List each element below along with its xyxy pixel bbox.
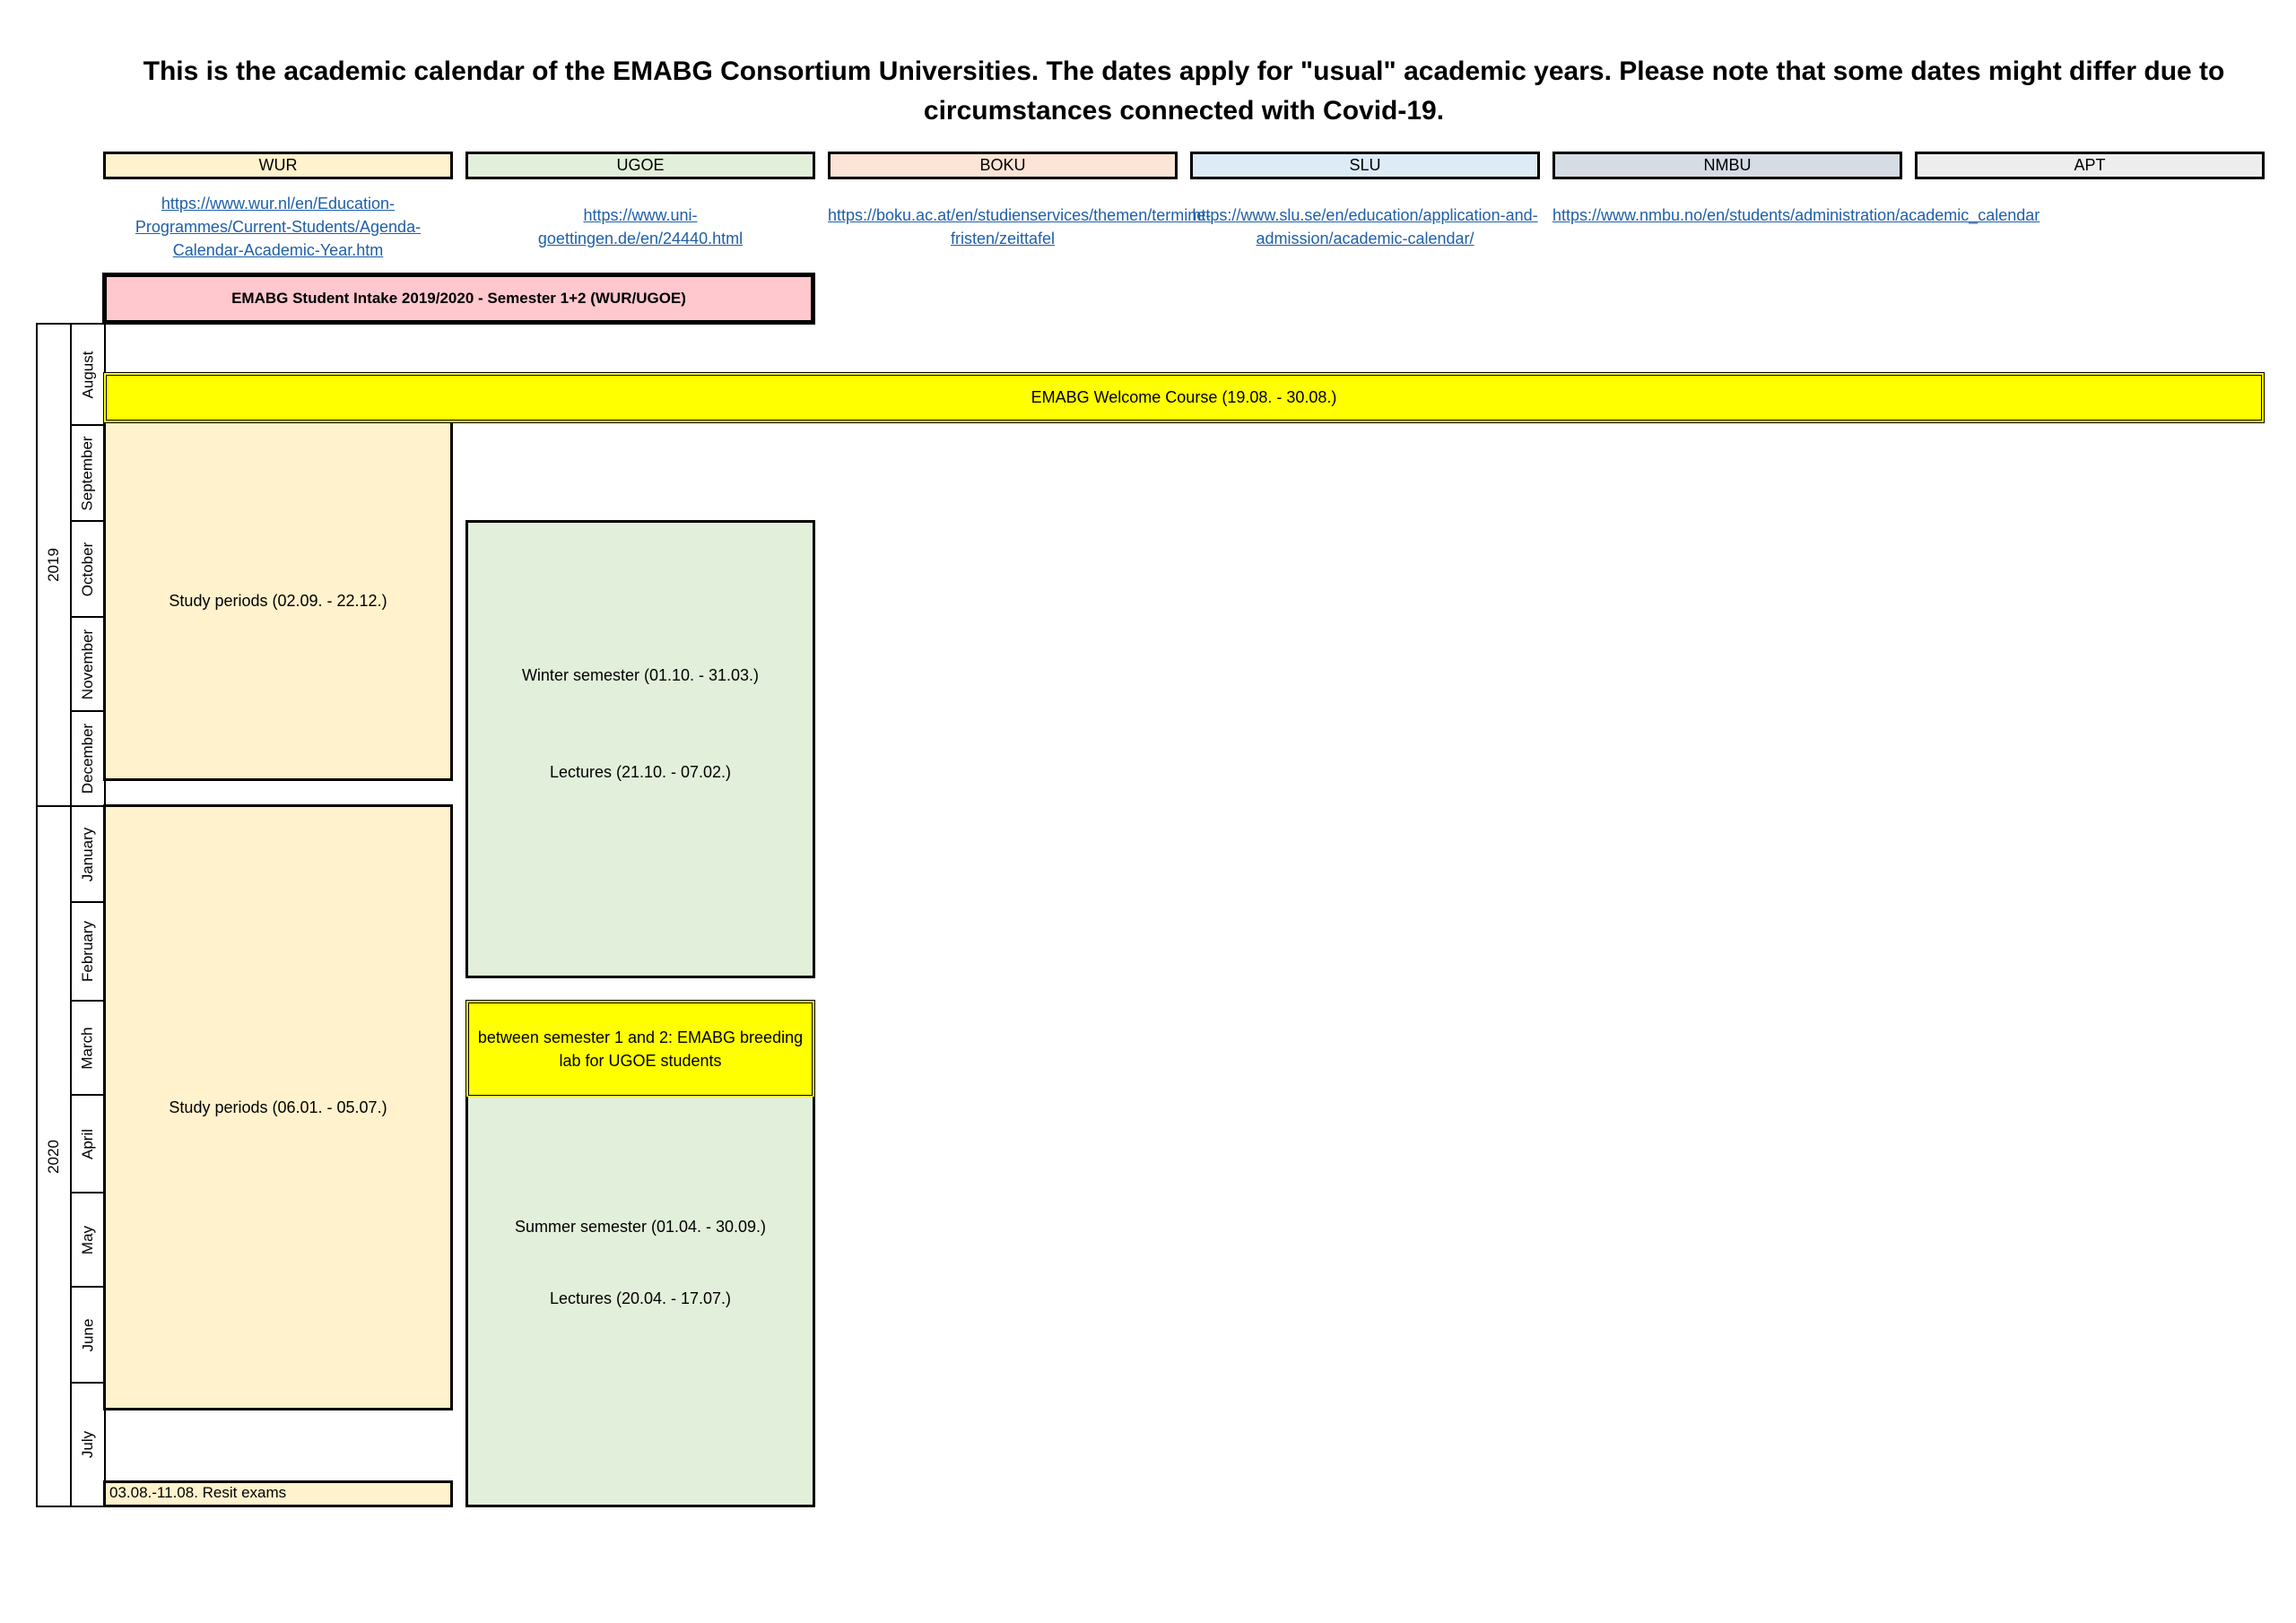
ugoe-winter-semester — [465, 520, 815, 978]
month-january — [70, 805, 106, 903]
header-ugoe: UGOE — [465, 152, 815, 179]
wur-study-period-1: Study periods (02.09. - 22.12.) — [103, 423, 453, 781]
header-wur: WUR — [103, 152, 453, 179]
intake-banner: EMABG Student Intake 2019/2020 - Semester 1+2 (WUR/UGOE) — [102, 273, 815, 325]
header-nmbu: NMBU — [1552, 152, 1902, 179]
month-october — [70, 520, 106, 618]
header-apt: APT — [1915, 152, 2265, 179]
month-february — [70, 901, 106, 1002]
month-june — [70, 1286, 106, 1384]
ugoe-summer-semester — [465, 1097, 815, 1507]
wur-study-period-2: Study periods (06.01. - 05.07.) — [103, 804, 453, 1410]
month-april — [70, 1094, 106, 1193]
month-november — [70, 616, 106, 712]
welcome-course-bar: EMABG Welcome Course (19.08. - 30.08.) — [103, 372, 2265, 423]
ugoe-summer-semester-label: Summer semester (01.04. - 30.09.) — [514, 1218, 767, 1236]
month-august — [70, 323, 106, 426]
wur-resit-exams: 03.08.-11.08. Resit exams — [103, 1480, 453, 1507]
ugoe-breeding-lab: between semester 1 and 2: EMABG breeding lab for UGOE students — [465, 1000, 815, 1098]
month-march — [70, 1000, 106, 1096]
link-boku[interactable]: https://boku.ac.at/en/studienservices/themen/termine-fristen/zeittafel — [828, 206, 1212, 247]
link-nmbu[interactable]: https://www.nmbu.no/en/students/administration/academic_calendar — [1552, 206, 2040, 224]
month-may — [70, 1192, 106, 1288]
month-label: November — [79, 629, 97, 699]
page-title: This is the academic calendar of the EMABG Consortium Universities. The dates apply for "usual" academic years. Please note that some dates might differ due to circumstances connected with Covid-19. — [143, 56, 2225, 126]
month-label: August — [79, 351, 96, 398]
month-label: February — [79, 920, 96, 983]
month-label: January — [79, 827, 97, 881]
header-boku: BOKU — [828, 152, 1178, 179]
month-label: October — [79, 542, 97, 596]
year-label: 2019 — [45, 548, 63, 582]
month-label: March — [79, 1026, 97, 1070]
month-label: September — [79, 435, 97, 511]
month-label: June — [79, 1318, 96, 1351]
month-september — [70, 424, 106, 522]
link-ugoe[interactable]: https://www.uni-goettingen.de/en/24440.html — [537, 206, 744, 247]
month-december — [70, 710, 106, 807]
year-label: 2020 — [45, 1139, 63, 1174]
month-label: July — [78, 1430, 96, 1459]
month-label: April — [78, 1128, 96, 1159]
ugoe-winter-semester-label: Winter semester (01.10. - 31.03.) — [521, 666, 760, 684]
ugoe-winter-lectures-label: Lectures (21.10. - 07.02.) — [549, 763, 732, 781]
ugoe-summer-lectures-label: Lectures (20.04. - 17.07.) — [549, 1289, 732, 1307]
link-wur[interactable]: https://www.wur.nl/en/Education-Programmes/Current-Students/Agenda-Calendar-Academic-Year.htm — [135, 195, 422, 259]
header-slu: SLU — [1190, 152, 1540, 179]
month-label: December — [79, 723, 97, 794]
year-2019 — [36, 323, 72, 807]
month-july — [70, 1382, 106, 1507]
month-label: May — [79, 1225, 96, 1254]
year-2020 — [36, 805, 72, 1507]
link-slu[interactable]: https://www.slu.se/en/education/application-and-admission/academic-calendar/ — [1192, 206, 1538, 247]
